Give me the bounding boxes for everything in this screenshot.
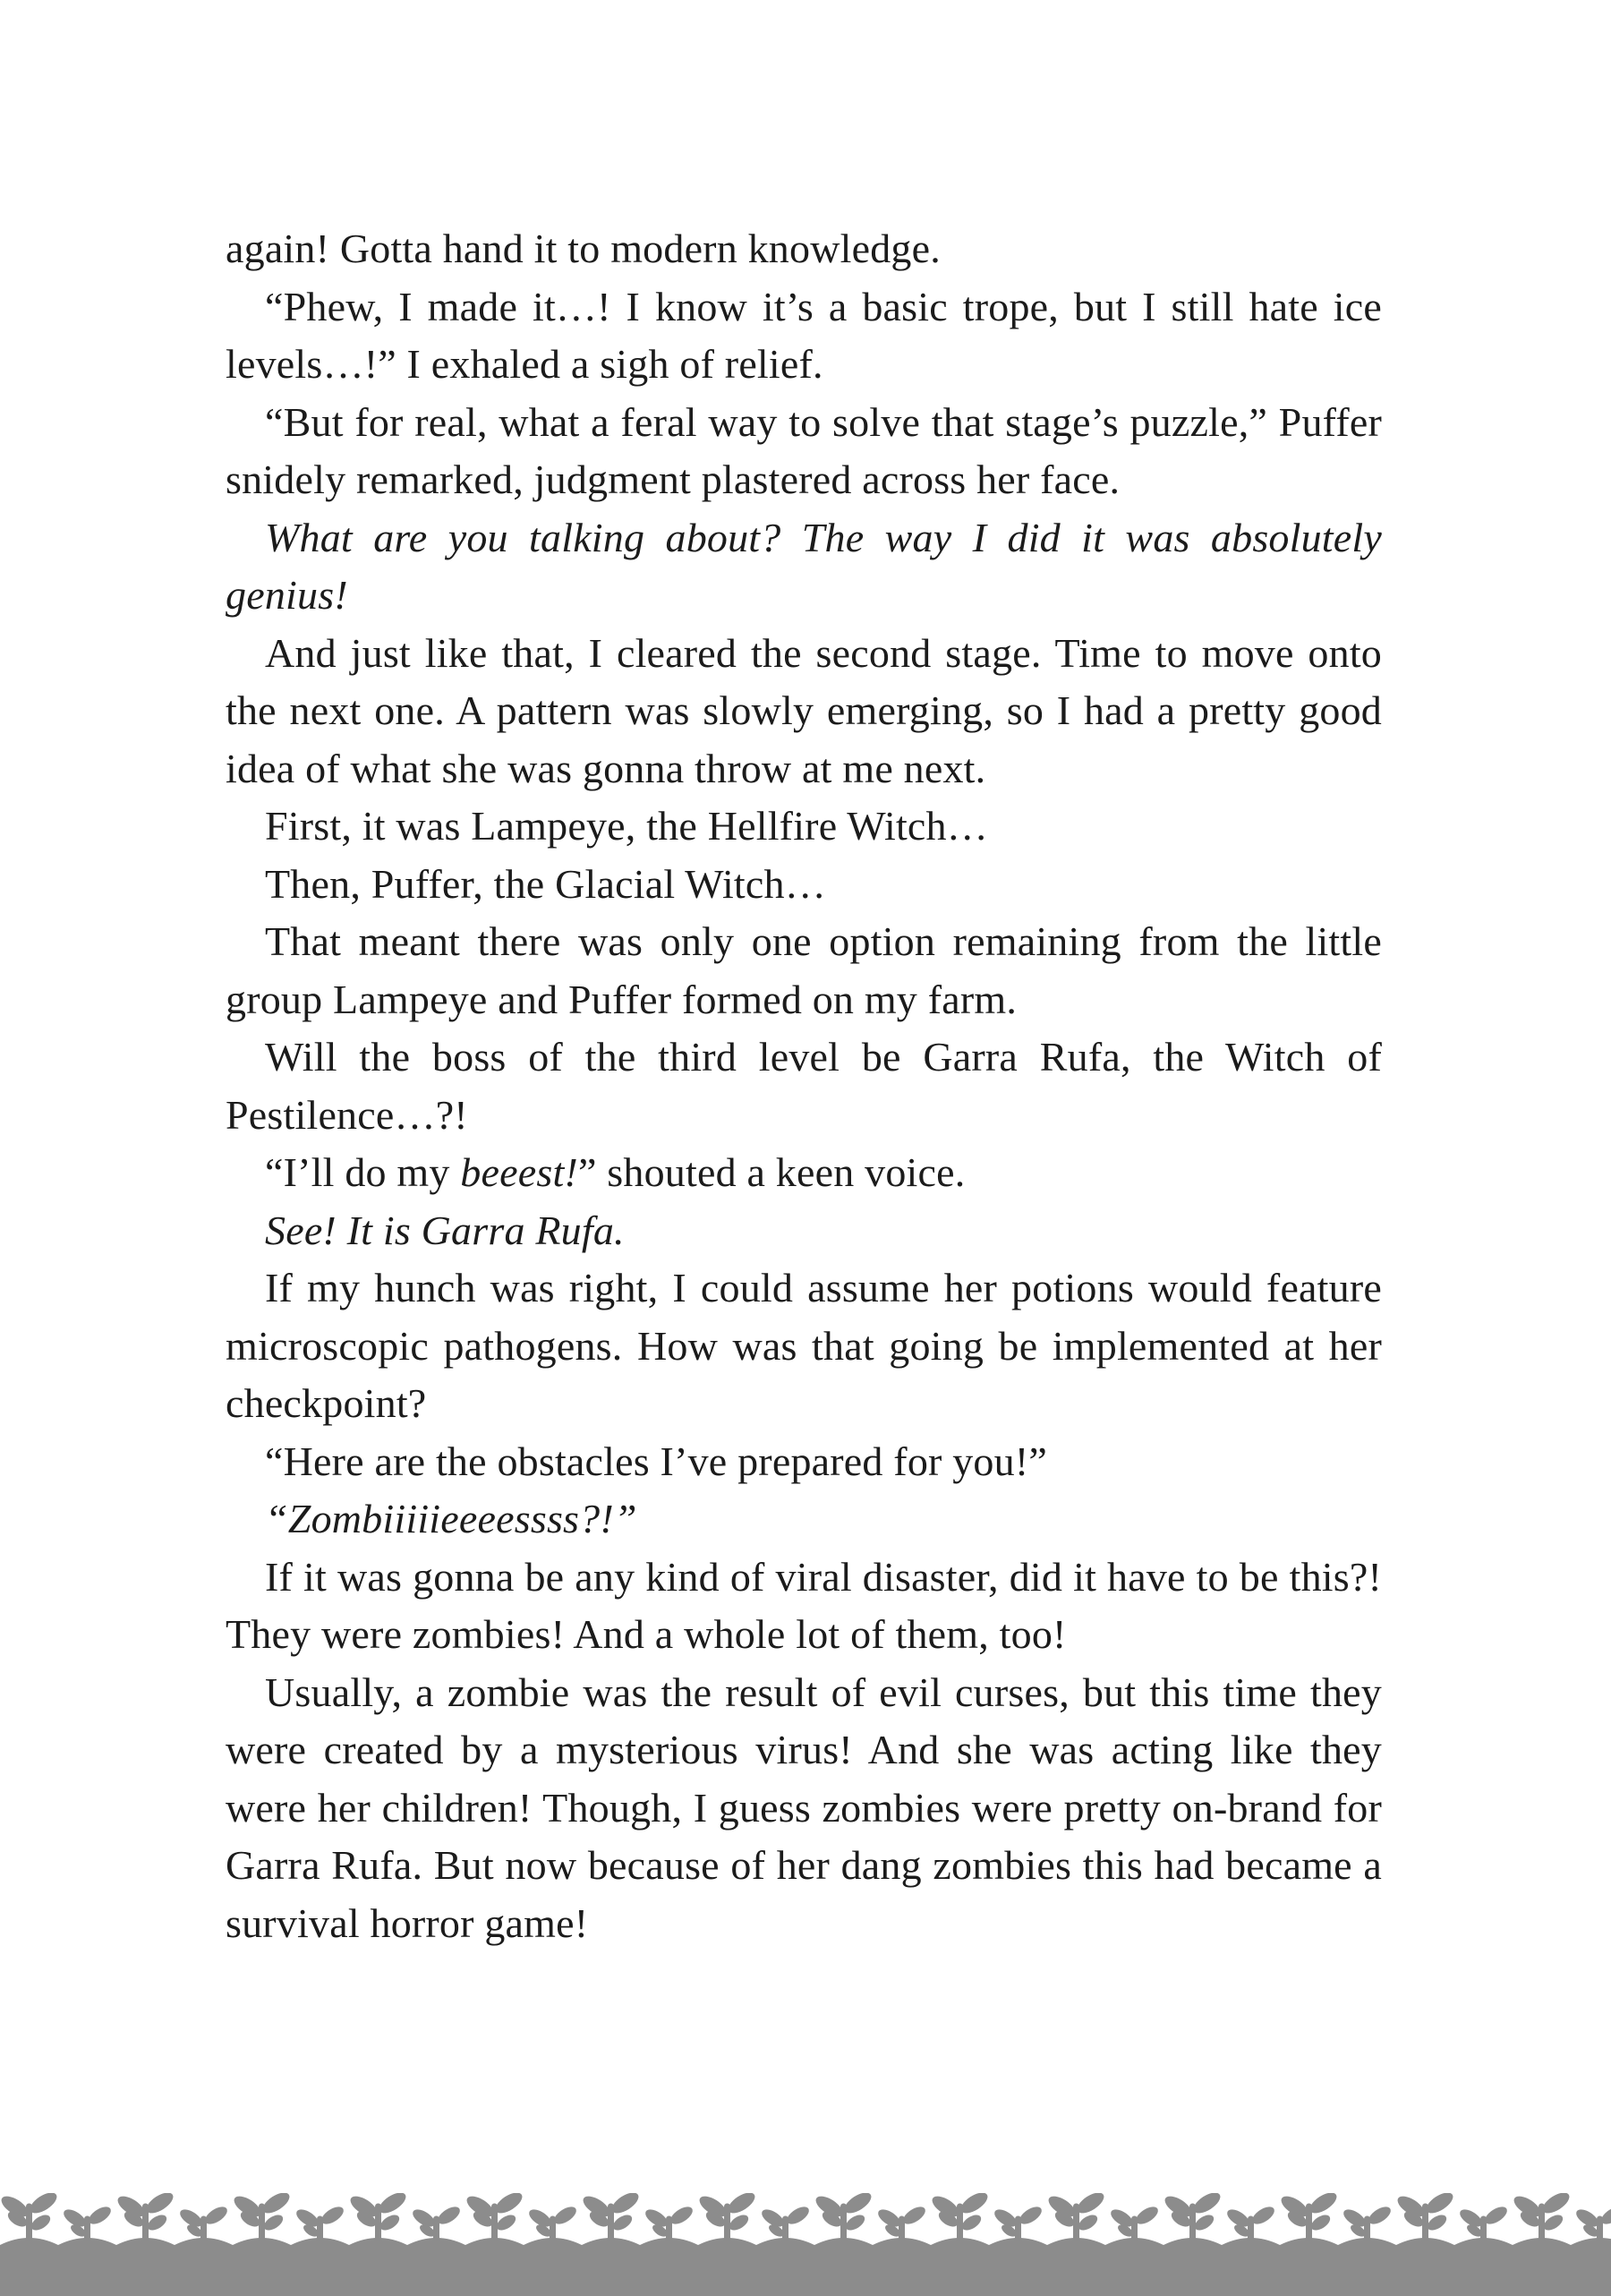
paragraph-text: Then, Puffer, the Glacial Witch… (265, 860, 826, 907)
paragraph-text: “Phew, I made it…! I know it’s a basic trope, but I still hate ice levels…!” I exhaled a sigh of relief. (226, 283, 1382, 387)
paragraph-text: And just like that, I cleared the second stage. Time to move onto the next one. A pattern was slowly emerging, so I had a pretty good idea of what she was gonna throw at me next. (226, 629, 1382, 791)
paragraph-text: First, it was Lampeye, the Hellfire Witch… (265, 803, 988, 849)
paragraph-text: What are you talking about? The way I did it was absolutely genius! (226, 514, 1382, 618)
paragraph (226, 1259, 1382, 1433)
paragraph-text: Usually, a zombie was the result of evil curses, but this time they were created by a mysterious virus! And she was acting like they were her children! Though, I guess zombies were pretty on-brand for Garra Rufa. But now because of her dang zombies this had became a survival horror game! (226, 1669, 1382, 1946)
paragraph (226, 1549, 1382, 1664)
sprout-border-decoration (0, 2193, 1611, 2296)
paragraph-text: If it was gonna be any kind of viral disaster, did it have to be this?! They were zombies! And a whole lot of them, too! (226, 1553, 1382, 1657)
paragraph (226, 913, 1382, 1029)
paragraph (226, 394, 1382, 509)
paragraph (226, 220, 1382, 278)
paragraph-text: “But for real, what a feral way to solve that stage’s puzzle,” Puffer snidely remarked, judgment plastered across her face. (226, 398, 1382, 502)
paragraph (226, 798, 1382, 856)
paragraph-text: ” shouted a keen voice. (577, 1149, 966, 1195)
paragraph (226, 625, 1382, 798)
paragraph-text: Will the boss of the third level be Garra Rufa, the Witch of Pestilence…?! (226, 1034, 1382, 1138)
paragraph-text: “Here are the obstacles I’ve prepared for you!” (265, 1438, 1047, 1484)
paragraph-text: again! Gotta hand it to modern knowledge. (226, 226, 941, 271)
paragraph (226, 856, 1382, 914)
body-text (226, 220, 1382, 1952)
paragraph (226, 278, 1382, 394)
paragraph-inner-monologue (226, 509, 1382, 625)
paragraph (226, 1433, 1382, 1491)
paragraph-text: “I’ll do my (265, 1149, 461, 1195)
paragraph-inner-monologue (226, 1202, 1382, 1260)
paragraph-text: If my hunch was right, I could assume her potions would feature microscopic pathogens. How was that going be implemented at her checkpoint? (226, 1265, 1382, 1426)
paragraph (226, 1144, 1382, 1202)
paragraph-text: “Zombiiiiieeeessss?!” (265, 1496, 637, 1541)
paragraph-text: See! It is Garra Rufa. (265, 1207, 625, 1253)
paragraph (226, 1664, 1382, 1953)
paragraph-text-emphasis: beeest! (460, 1149, 578, 1195)
paragraph-shout (226, 1490, 1382, 1549)
paragraph-text: That meant there was only one option remaining from the little group Lampeye and Puffer formed on my farm. (226, 918, 1382, 1022)
paragraph (226, 1029, 1382, 1144)
